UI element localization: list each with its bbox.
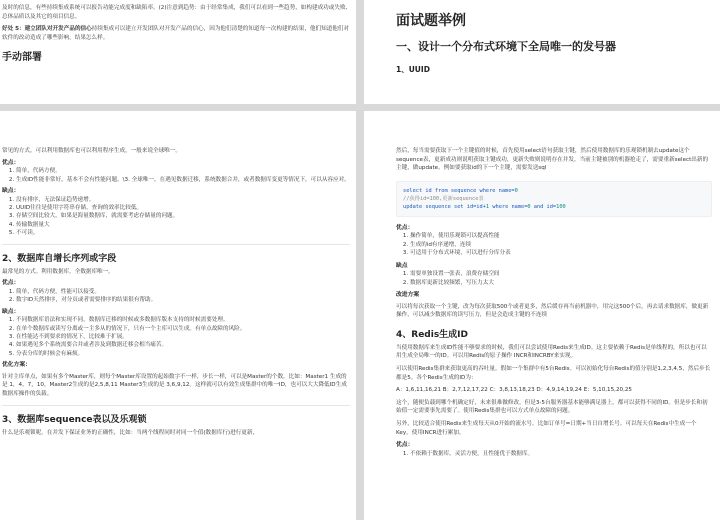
list-item: 1. 简单，代码方便。 bbox=[16, 167, 350, 175]
sequence-advantages-label: 优点： bbox=[396, 224, 414, 231]
sequence-explanation: 然后，每当需要获取下一个主键值的时候，首先使用select语句获取主键，然后使用数据库的乐观锁机制去update这个sequence表，更新成功则说明获取主键成功，更新失败则说明存在并发，当前主键被别的机器抢走了，需要重新select出新的主键，做update。例如要获取id的下一个主键，需要发送sql bbox=[396, 148, 709, 172]
benefit-5-text: 持续集成可以建立开发团队对开发产品的信心，因为他们清楚的知道每一次构建的结果，他们知道他们对软件的改动造成了哪些影响，结果怎么样。 bbox=[2, 26, 350, 41]
heading-distributed-id: 一、设计一个分布式环境下全局唯一的发号器 bbox=[396, 40, 616, 53]
list-item: 1. 没有排序，无法保证趋势递增。 bbox=[16, 196, 350, 204]
bold-benefit-5: 好处 5：建立团队对开发产品的信心 bbox=[2, 26, 92, 33]
list-item: 3. 在性能达不到要求的情况下，比较难于扩展。 bbox=[16, 333, 350, 341]
sequence-advantages-list bbox=[396, 232, 712, 257]
code-line: update sequence set id=id+1 where name=0 and id=100 bbox=[403, 203, 566, 210]
improvement-label: 改进方案 bbox=[396, 292, 420, 298]
list-item: 2. 在单个数据库或读写分离或一主多从的情况下，只有一个主库可以生成。有单点故障的风险。 bbox=[16, 325, 350, 333]
list-item: 5. 分表分库的时候会有麻烦。 bbox=[16, 350, 350, 358]
list-item: 4. 传输数据量大 bbox=[16, 221, 350, 229]
sequence-disadvantages-label: 缺点 bbox=[396, 262, 408, 269]
redis-paragraph-1: 当使用数据库来生成ID性能不够要求的时候，我们可以尝试使用Redis来生成ID。这主要依赖于Redis是单线程的，所以也可以用生成全局唯一的ID。可以用Redis的原子操作 INCR和INCRBY来实现。 bbox=[396, 344, 707, 360]
uuid-advantages-label: 优点： bbox=[2, 159, 20, 166]
heading-manual-deploy: 手动部署 bbox=[2, 52, 42, 64]
list-item: 2. 生成的id有序递增，连续 bbox=[410, 241, 712, 249]
heading-sequence-table: 3、数据库sequence表以及乐观锁 bbox=[2, 414, 147, 425]
autoincrement-advantages-list bbox=[2, 288, 350, 305]
redis-paragraph-2: 可以使用Redis集群来获取更高的吞吐量。假如一个集群中有5台Redis。可以初始化每台Redis的值分别是1,2,3,4,5，然后步长都是5。各个Redis生成的ID为： bbox=[396, 365, 711, 381]
paragraph-ci-trends: 及时的信息，有些持续集成系统可以报告功能完成度和缺陷率。(2)注意到趋势：由于经常集成，我们可以看到一些趋势，如构建成功或失败、总体品质以及其它的项目信息。 bbox=[2, 5, 352, 20]
improvement-text: 可以将每次获取一个主键，改为每次获取500个或者更多，然后缓存再当前机器中，用完这500个后，再去请求数据库，做更新操作，可以减少数据库的读写压力，但是会造成主键的不连续 bbox=[396, 303, 709, 319]
list-item: 3. 可适用于分布式环境，可以进行分库分表 bbox=[410, 249, 712, 257]
uuid-disadvantages-list bbox=[2, 196, 350, 238]
paragraph-ci-confidence bbox=[2, 25, 354, 42]
uuid-intro: 常见的方式。可以利用数据库也可以利用程序生成，一般来说全球唯一。 bbox=[2, 148, 182, 154]
list-item: 2. UUID往往是使用字符串存储，查询的效率比较低。 bbox=[16, 204, 350, 212]
heading-redis-id: 4、Redis生成ID bbox=[396, 329, 469, 340]
redis-paragraph-3: 这个，随便负载到哪个机确定好，未来很难做修改。但是3-5台服务器基本能够满足器上，都可以获得不同的ID。但是步长和初始值一定需要事先需要了。使用Redis集群也可以方式单点故障的问题。 bbox=[396, 399, 708, 415]
list-item: 2. 数字ID天然排序，对分页或者需要排序的结果很有帮助。 bbox=[16, 296, 350, 304]
autoincrement-intro: 最常见的方式。利用数据库，全数据库唯一。 bbox=[2, 268, 114, 275]
list-item: 1. 不同数据库语法和实现不同，数据库迁移的时候或多数据库版本支持的时候需要处理。 bbox=[16, 316, 350, 324]
redis-advantages-list bbox=[396, 450, 712, 458]
page-bottom-left bbox=[0, 111, 356, 520]
uuid-disadvantages-label: 缺点： bbox=[2, 188, 20, 194]
autoincrement-disadvantages-label: 缺点： bbox=[2, 308, 20, 315]
list-item: 1. 需要单独设置一张表，浪费存储空间 bbox=[410, 270, 712, 278]
sequence-intro: 什么是乐观锁呢，在并发下保证业务的正确性，比如：当两个线程同时对同一个值(数据库行)进行更新， bbox=[2, 429, 259, 436]
list-item: 2. 数据库更新比较频繁，写压力太大 bbox=[410, 279, 712, 287]
page-bottom-right bbox=[364, 111, 720, 520]
code-line: select id from sequence where name=0 bbox=[403, 187, 518, 194]
page-top-left bbox=[0, 0, 356, 104]
divider bbox=[2, 244, 350, 245]
page-top-right bbox=[364, 0, 720, 104]
sql-code-block bbox=[396, 181, 712, 217]
list-item: 3. 存储空间比较大，如果是海量数据库，就需要考虑存储量的问题。 bbox=[16, 212, 350, 220]
code-comment: //获得id=100,更新sequence表 bbox=[403, 195, 484, 202]
redis-id-sequence: A：1,6,11,16,21 B：2,7,12,17,22 C：3,8,13,18,23 D：4,9,14,19,24 E：5,10,15,20,25 bbox=[396, 387, 632, 394]
list-item: 1. 操作简单，使用乐观锁可以提高性能 bbox=[410, 232, 712, 240]
divider bbox=[2, 405, 350, 406]
list-item: 4. 如果遇见多个系统需要合并或者涉及到数据迁移会相当痛苦。 bbox=[16, 341, 350, 349]
sequence-disadvantages-list bbox=[396, 270, 712, 287]
list-item: 1. 简单，代码方便，性能可以接受。 bbox=[16, 288, 350, 296]
list-item: 1. 不依赖于数据库，灵活方便，且性能优于数据库。 bbox=[410, 450, 712, 458]
list-item: 5. 不可读。 bbox=[16, 229, 350, 237]
redis-advantages-label: 优点： bbox=[396, 442, 414, 449]
redis-paragraph-4: 另外，比较适合使用Redis来生成每天从0开始的流水号。比如订单号=日期+当日自增长号。可以每天在Redis中生成一个Key，使用INCR进行累加。 bbox=[396, 420, 697, 436]
page-title: 面试题举例 bbox=[396, 13, 466, 29]
autoincrement-advantages-label: 优点： bbox=[2, 280, 20, 287]
uuid-advantages-list bbox=[2, 167, 350, 184]
optimization-label: 优化方案： bbox=[2, 362, 31, 369]
list-item: 2. 生成ID性能非常好，基本不会有性能问题。\3. 全球唯一，在遇见数据迁移，系统数据合并，或者数据库变更等情况下，可以从容应对。 bbox=[16, 176, 350, 184]
heading-db-autoincrement: 2、数据库自增长序列或字段 bbox=[2, 253, 117, 264]
optimization-text: 针对主库单点，如果有多个Master库，则每个Master库设置的起始数字不一样，步长一样，可以是Master的个数。比如：Master1 生成的是 1，4，7，10，Master2生成的是2,5,8,11 Master3生成的是 3,6,9,12。这样就可以有效生成集群中的唯一ID，也可以大大降低ID生成数据库操作的负载。 bbox=[2, 373, 347, 398]
autoincrement-disadvantages-list bbox=[2, 316, 350, 358]
heading-uuid: 1、UUID bbox=[396, 65, 430, 74]
